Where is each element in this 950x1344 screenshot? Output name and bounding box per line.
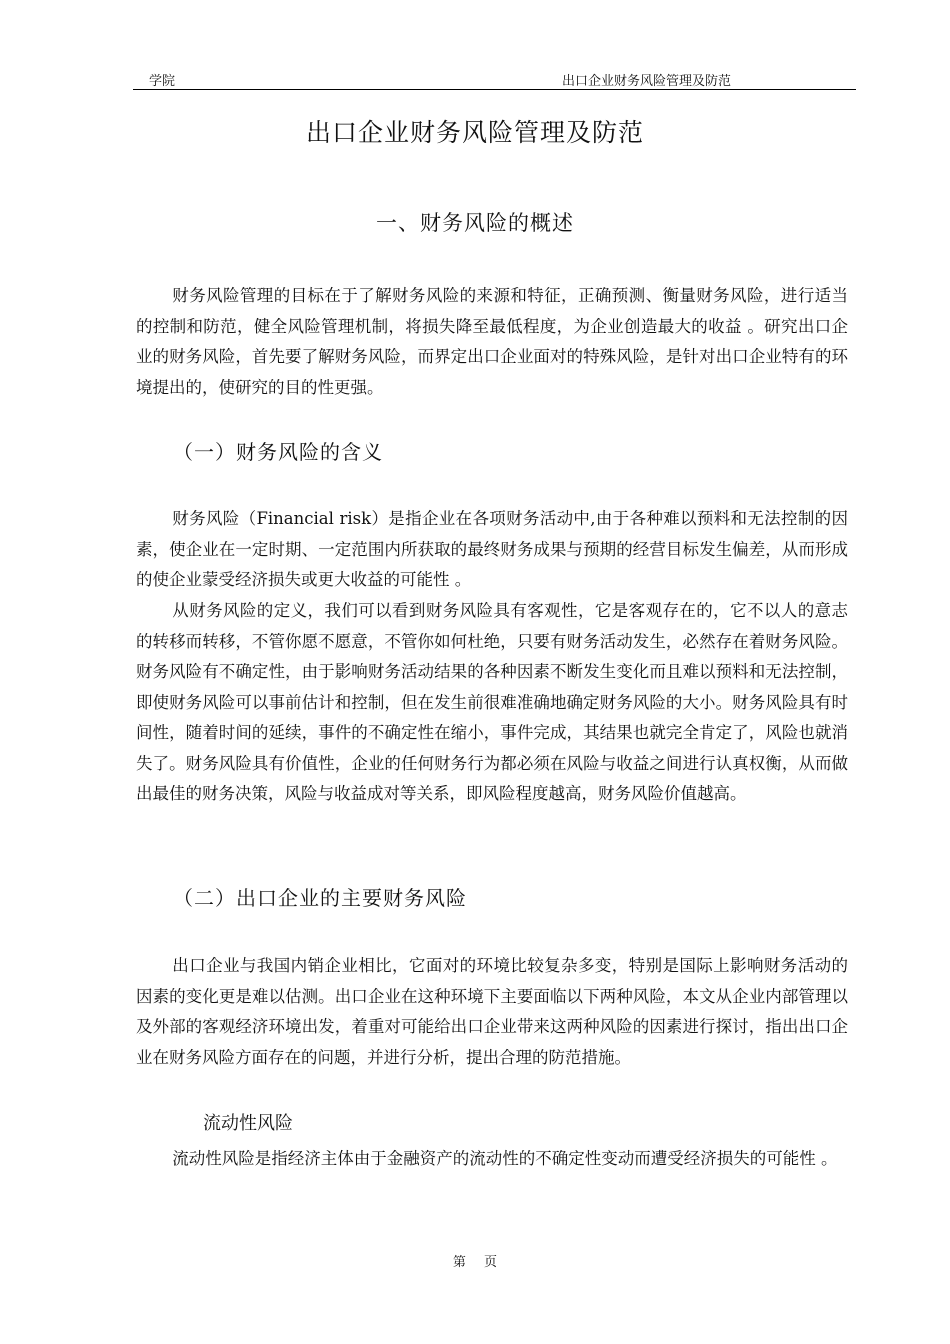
- subsection-heading-main-risks: （二）出口企业的主要财务风险: [173, 886, 467, 910]
- section-heading-overview: 一、财务风险的概述: [376, 211, 574, 235]
- paragraph-characteristics: 从财务风险的定义，我们可以看到财务风险具有客观性，它是客观存在的，它不以人的意志的转移而转移，不管你愿不愿意，不管你如何杜绝，只要有财务活动发生，必然存在着财务风险。财务风险有不确定性，由于影响财务活动结果的各种因素不断发生变化而且难以预料和无法控制，即使财务风险可以事前估计和控制，但在发生前很难准确地确定财务风险的大小。财务风险具有时间性，随着时间的延续，事件的不确定性在缩小，事件完成，其结果也就完全肯定了，风险也就消失了。财务风险具有价值性，企业的任何财务行为都必须在风险与收益之间进行认真权衡，从而做出最佳的财务决策，风险与收益成对等关系，即风险程度越高，财务风险价值越高。: [136, 601, 848, 803]
- header-running-title: 出口企业财务风险管理及防范: [561, 74, 731, 89]
- paragraph-intro: 财务风险管理的目标在于了解财务风险的来源和特征，正确预测、衡量财务风险，进行适当的控制和防范，健全风险管理机制，将损失降至最低程度，为企业创造最大的收益 。研究出口企业的财务风险，首先要了解财务风险，而界定出口企业面对的特殊风险，是针对出口企业特有的环境提出的，使研究的目的性更强。: [136, 286, 848, 397]
- page-footer: 第 页: [452, 1255, 498, 1270]
- document-title: 出口企业财务风险管理及防范: [305, 118, 644, 147]
- liquidity-risk-heading: 流动性风险: [203, 1113, 293, 1134]
- subsection-heading-definition: （一）财务风险的含义: [173, 440, 383, 464]
- paragraph-main-risks: 出口企业与我国内销企业相比，它面对的环境比较复杂多变，特别是国际上影响财务活动的因素的变化更是难以估测。出口企业在这种环境下主要面临以下两种风险，本文从企业内部管理以及外部的客观经济环境出发，着重对可能给出口企业带来这两种风险的因素进行探讨，指出出口企业在财务风险方面存在的问题，并进行分析，提出合理的防范措施。: [136, 956, 848, 1067]
- page-header: [133, 67, 856, 90]
- header-school: 学院: [149, 74, 176, 89]
- paragraph-liquidity-risk: 流动性风险是指经济主体由于金融资产的流动性的不确定性变动而遭受经济损失的可能性 。: [172, 1149, 838, 1168]
- paragraph-definition: 财务风险（Financial risk）是指企业在各项财务活动中,由于各种难以预料和无法控制的因素，使企业在一定时期、一定范围内所获取的最终财务成果与预期的经营目标发生偏差，从而形成的使企业蒙受经济损失或更大收益的可能性 。: [136, 509, 848, 589]
